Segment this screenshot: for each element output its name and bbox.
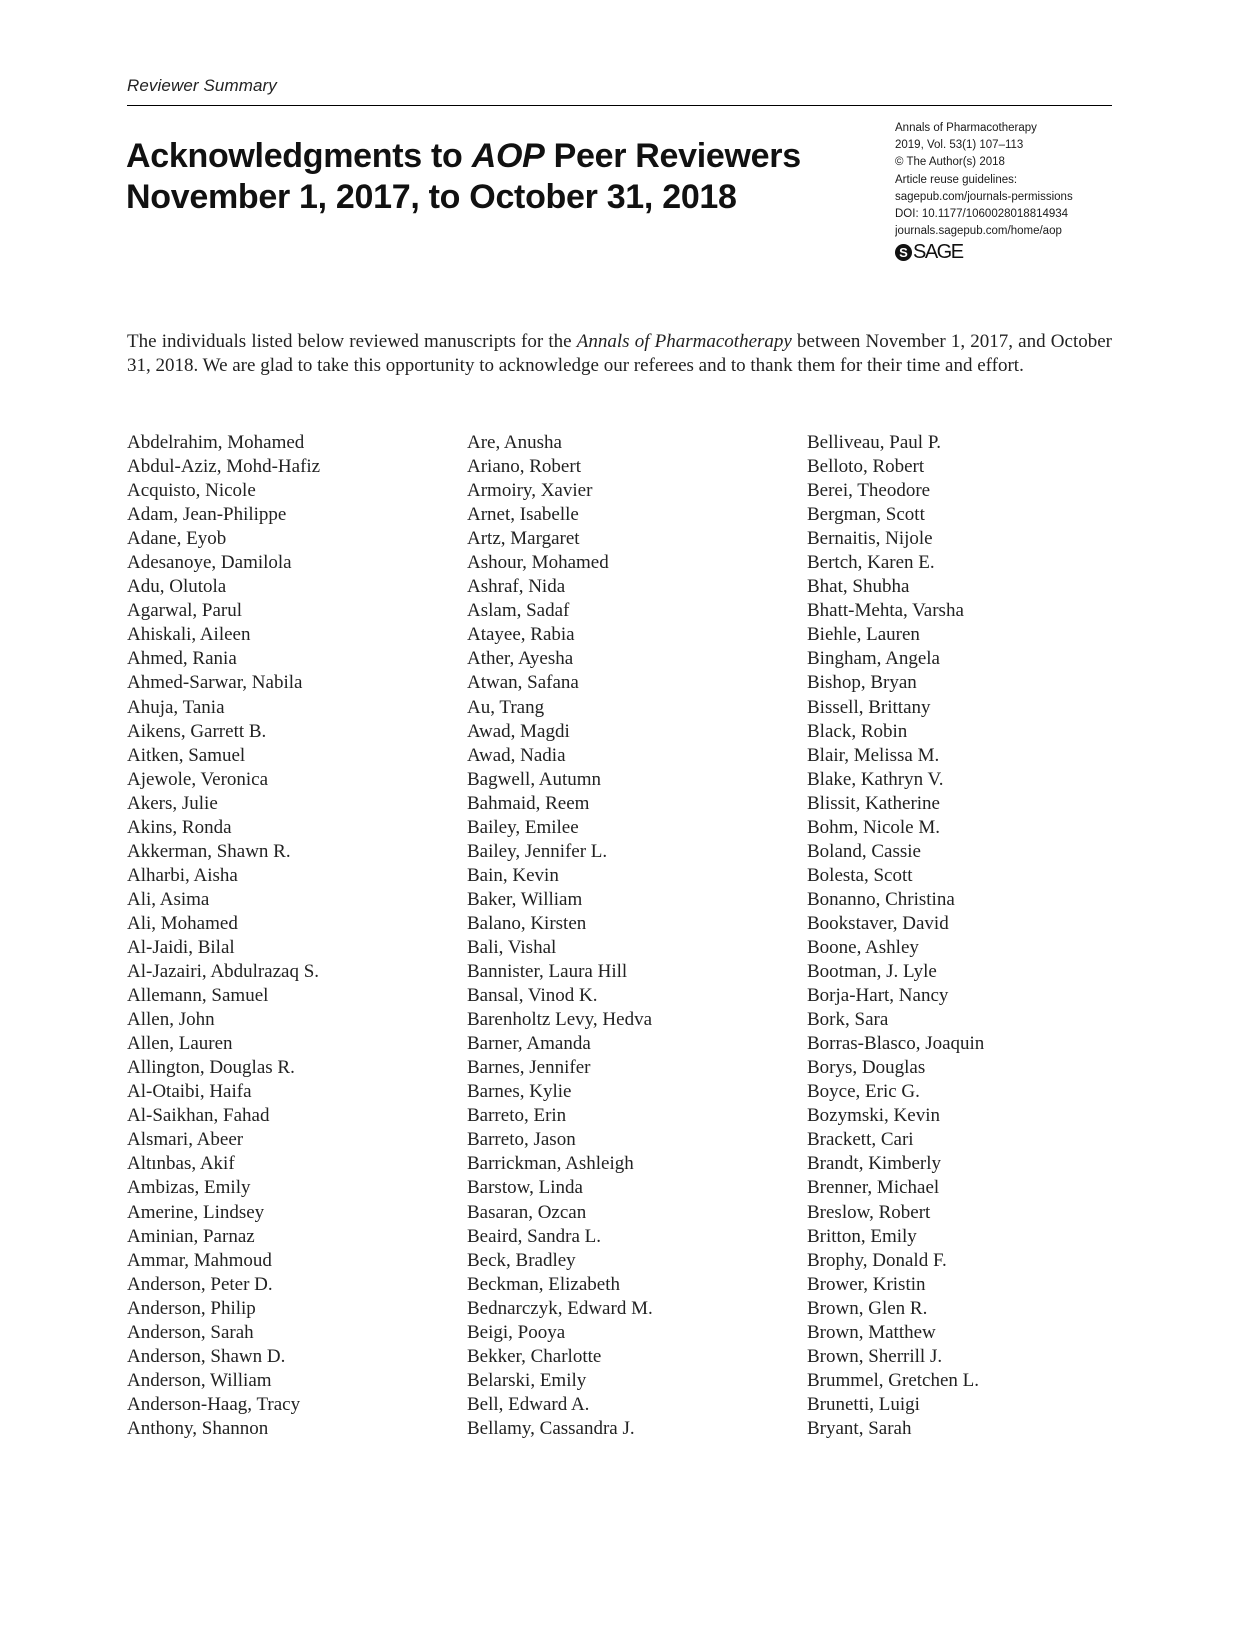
reviewer-name: Borras-Blasco, Joaquin [807,1033,985,1055]
reviewer-name: Au, Trang [467,696,545,718]
reviewer-name: Brown, Glen R. [807,1297,928,1319]
reviewer-name: Bali, Vishal [467,936,557,958]
header-rule [127,105,1112,106]
intro-journal-name: Annals of Pharmacotherapy [576,331,792,352]
reviewer-name: Anderson, Philip [127,1297,256,1319]
reviewer-name: Berei, Theodore [807,480,931,502]
intro-paragraph [127,330,1112,378]
reviewer-name: Belliveau, Paul P. [807,432,942,453]
intro-post: between November 1, 2017, and October 31, 2018. We are glad to take this opportunity to acknowledge our referees and to thank them for their time and effort. [127,331,1112,376]
reviewer-name: Ali, Mohamed [127,912,238,934]
reviewer-name: Boyce, Eric G. [807,1081,920,1103]
reviewer-name: Bernaitis, Nijole [807,528,933,550]
reviewer-name: Beaird, Sandra L. [467,1225,602,1247]
reviewer-name: Anderson, Peter D. [127,1273,273,1295]
title-line1-italic: AOP [471,137,545,175]
reviewer-name: Barenholtz Levy, Hedva [467,1009,652,1031]
reviewer-name: Bagwell, Autumn [467,768,602,790]
reviewer-name: Adane, Eyob [127,528,227,550]
reviewer-name: Breslow, Robert [807,1201,931,1223]
reviewer-name: Bellamy, Cassandra J. [467,1417,635,1439]
reviewer-name: Acquisto, Nicole [127,480,256,502]
reviewer-name: Awad, Nadia [467,744,566,766]
reviewer-name: Barrickman, Ashleigh [467,1153,634,1175]
reviewer-name: Brummel, Gretchen L. [807,1369,980,1391]
reviewer-name: Akkerman, Shawn R. [127,840,291,862]
sage-logo [895,241,963,264]
reviewer-name: Alharbi, Aisha [127,864,238,886]
reviewer-name: Baker, William [467,888,583,910]
reviewer-name: Basaran, Ozcan [467,1201,587,1223]
reviewer-name: Bhatt-Mehta, Varsha [807,600,964,622]
reviewer-name: Bootman, J. Lyle [807,961,937,983]
reviewer-name: Bailey, Jennifer L. [467,840,608,862]
reviewer-name: Agarwal, Parul [127,600,243,622]
reviewer-name: Aslam, Sadaf [467,600,570,622]
reviewer-name: Aikens, Garrett B. [127,720,267,742]
reviewer-name: Ahiskali, Aileen [127,624,251,646]
reviewer-name: Alsmari, Abeer [127,1129,244,1151]
reviewer-name: Barreto, Erin [467,1105,567,1127]
sage-s-icon: S [895,244,912,261]
reviewer-name: Balano, Kirsten [467,912,587,934]
reviewer-name: Beigi, Pooya [467,1321,566,1343]
reviewer-name: Brandt, Kimberly [807,1153,942,1175]
reviewer-name: Boland, Cassie [807,840,921,862]
reviewer-name: Ahmed, Rania [127,648,237,670]
reviewer-name: Al-Saikhan, Fahad [127,1105,270,1127]
reviewer-name: Amerine, Lindsey [127,1201,265,1223]
reviewer-name: Arnet, Isabelle [467,504,579,526]
reviewer-name: Bissell, Brittany [807,696,931,718]
reviewer-name: Brown, Sherrill J. [807,1345,943,1367]
reviewer-name: Allington, Douglas R. [127,1057,295,1079]
title-line2: November 1, 2017, to October 31, 2018 [126,178,737,216]
reviewer-name: Borys, Douglas [807,1057,926,1079]
reviewer-name: Bansal, Vinod K. [467,985,598,1007]
reviewer-name: Awad, Magdi [467,720,570,742]
reviewer-name: Brophy, Donald F. [807,1249,947,1271]
reviewer-name: Altınbas, Akif [127,1153,235,1175]
title-line1 [126,137,801,175]
reviewer-name: Ahuja, Tania [127,696,225,718]
reviewer-name: Anderson-Haag, Tracy [127,1393,301,1415]
reviewer-name: Anderson, Sarah [127,1321,254,1343]
reviewer-name: Ahmed-Sarwar, Nabila [127,672,303,694]
reviewer-name: Bailey, Emilee [467,816,579,838]
article-metadata [895,120,1125,240]
reviewer-name: Bhat, Shubha [807,576,910,598]
reviewer-name: Bahmaid, Reem [467,792,590,814]
reviewer-name: Blair, Melissa M. [807,744,940,766]
reuse-label: Article reuse guidelines: [895,173,1018,186]
reuse-link[interactable]: sagepub.com/journals-permissions [895,190,1073,203]
reviewer-name: Abdul-Aziz, Mohd-Hafiz [127,456,321,478]
reviewer-name: Al-Otaibi, Haifa [127,1081,252,1103]
reviewer-name: Boone, Ashley [807,936,919,958]
reviewer-name: Atwan, Safana [467,672,579,694]
reviewer-name: Aminian, Parnaz [127,1225,255,1247]
reviewer-name: Barnes, Kylie [467,1081,572,1103]
reviewer-name: Ashraf, Nida [467,576,566,598]
reviewer-name: Belloto, Robert [807,456,925,478]
reviewer-name: Anthony, Shannon [127,1417,269,1439]
reviewer-name: Bookstaver, David [807,912,949,934]
reviewer-name: Are, Anusha [467,432,562,453]
reviewer-name: Bednarczyk, Edward M. [467,1297,653,1319]
reviewer-name: Armoiry, Xavier [467,480,593,502]
reviewer-name: Ammar, Mahmoud [127,1249,272,1271]
reviewer-name: Ali, Asima [127,888,210,910]
title-line1-post: Peer Reviewers [544,137,801,175]
reviewer-name: Borja-Hart, Nancy [807,985,949,1007]
reviewer-name: Brackett, Cari [807,1129,914,1151]
reviewer-name: Barner, Amanda [467,1033,591,1055]
reviewer-name: Blissit, Katherine [807,792,940,814]
reviewer-name: Aitken, Samuel [127,744,246,766]
reviewer-name: Bekker, Charlotte [467,1345,602,1367]
sage-logo-text: SAGE [913,241,963,263]
reviewer-name: Artz, Margaret [467,528,580,550]
reviewer-name: Brown, Matthew [807,1321,936,1343]
reviewer-name: Bozymski, Kevin [807,1105,940,1127]
reviewer-name: Belarski, Emily [467,1369,587,1391]
volume-info: 2019, Vol. 53(1) 107–113 [895,139,1024,152]
reviewer-name: Bingham, Angela [807,648,940,670]
reviewer-name: Beck, Bradley [467,1249,576,1271]
reviewer-name: Adesanoye, Damilola [127,552,292,574]
intro-pre: The individuals listed below reviewed manuscripts for the [127,331,577,352]
page-title [126,136,801,218]
reviewer-name: Britton, Emily [807,1225,917,1247]
reviewer-name: Bannister, Laura Hill [467,961,628,983]
copyright: © The Author(s) 2018 [895,156,1005,169]
title-line1-pre: Acknowledgments to [126,137,472,175]
reviewer-name: Akers, Julie [127,792,218,814]
reviewer-name: Barreto, Jason [467,1129,576,1151]
reviewer-name: Blake, Kathryn V. [807,768,944,790]
reviewer-name: Al-Jazairi, Abdulrazaq S. [127,961,320,983]
reviewer-name: Allemann, Samuel [127,985,269,1007]
reviewer-column-3 [807,431,984,1441]
reviewer-name: Allen, Lauren [127,1033,233,1055]
reviewer-name: Ariano, Robert [467,456,581,478]
reviewer-name: Ambizas, Emily [127,1177,251,1199]
reviewer-name: Anderson, William [127,1369,272,1391]
reviewer-name: Barnes, Jennifer [467,1057,591,1079]
reviewer-name: Barstow, Linda [467,1177,583,1199]
reviewer-name: Bell, Edward A. [467,1393,590,1415]
reviewer-name: Bergman, Scott [807,504,925,526]
reviewer-name: Bertch, Karen E. [807,552,935,574]
reviewer-name: Brower, Kristin [807,1273,926,1295]
reviewer-name: Allen, John [127,1009,215,1031]
reviewer-name: Ashour, Mohamed [467,552,609,574]
journal-name: Annals of Pharmacotherapy [895,122,1037,134]
reviewer-name: Bishop, Bryan [807,672,917,694]
reviewer-name: Bryant, Sarah [807,1417,912,1439]
reviewer-column-1 [127,431,320,1441]
reviewer-name: Brunetti, Luigi [807,1393,920,1415]
reviewer-name: Bolesta, Scott [807,864,913,886]
reviewer-name: Anderson, Shawn D. [127,1345,286,1367]
reviewer-name: Beckman, Elizabeth [467,1273,620,1295]
reviewer-name: Al-Jaidi, Bilal [127,936,235,958]
reviewer-name: Adam, Jean-Philippe [127,504,287,526]
journal-home-link[interactable]: journals.sagepub.com/home/aop [895,225,1062,238]
reviewer-name: Ather, Ayesha [467,648,574,670]
reviewer-name: Adu, Olutola [127,576,227,598]
running-head: Reviewer Summary [127,76,277,95]
reviewer-name: Ajewole, Veronica [127,768,269,790]
reviewer-column-2 [467,431,653,1441]
reviewer-name: Brenner, Michael [807,1177,940,1199]
reviewer-name: Bonanno, Christina [807,888,955,910]
reviewer-name: Bain, Kevin [467,864,559,886]
reviewer-name: Black, Robin [807,720,908,742]
reviewer-name: Bohm, Nicole M. [807,816,940,838]
reviewer-name: Biehle, Lauren [807,624,920,646]
doi[interactable]: DOI: 10.1177/1060028018814934 [895,208,1069,221]
reviewer-name: Bork, Sara [807,1009,889,1031]
reviewer-name: Akins, Ronda [127,816,232,838]
reviewer-name: Abdelrahim, Mohamed [127,432,305,453]
reviewer-name: Atayee, Rabia [467,624,575,646]
